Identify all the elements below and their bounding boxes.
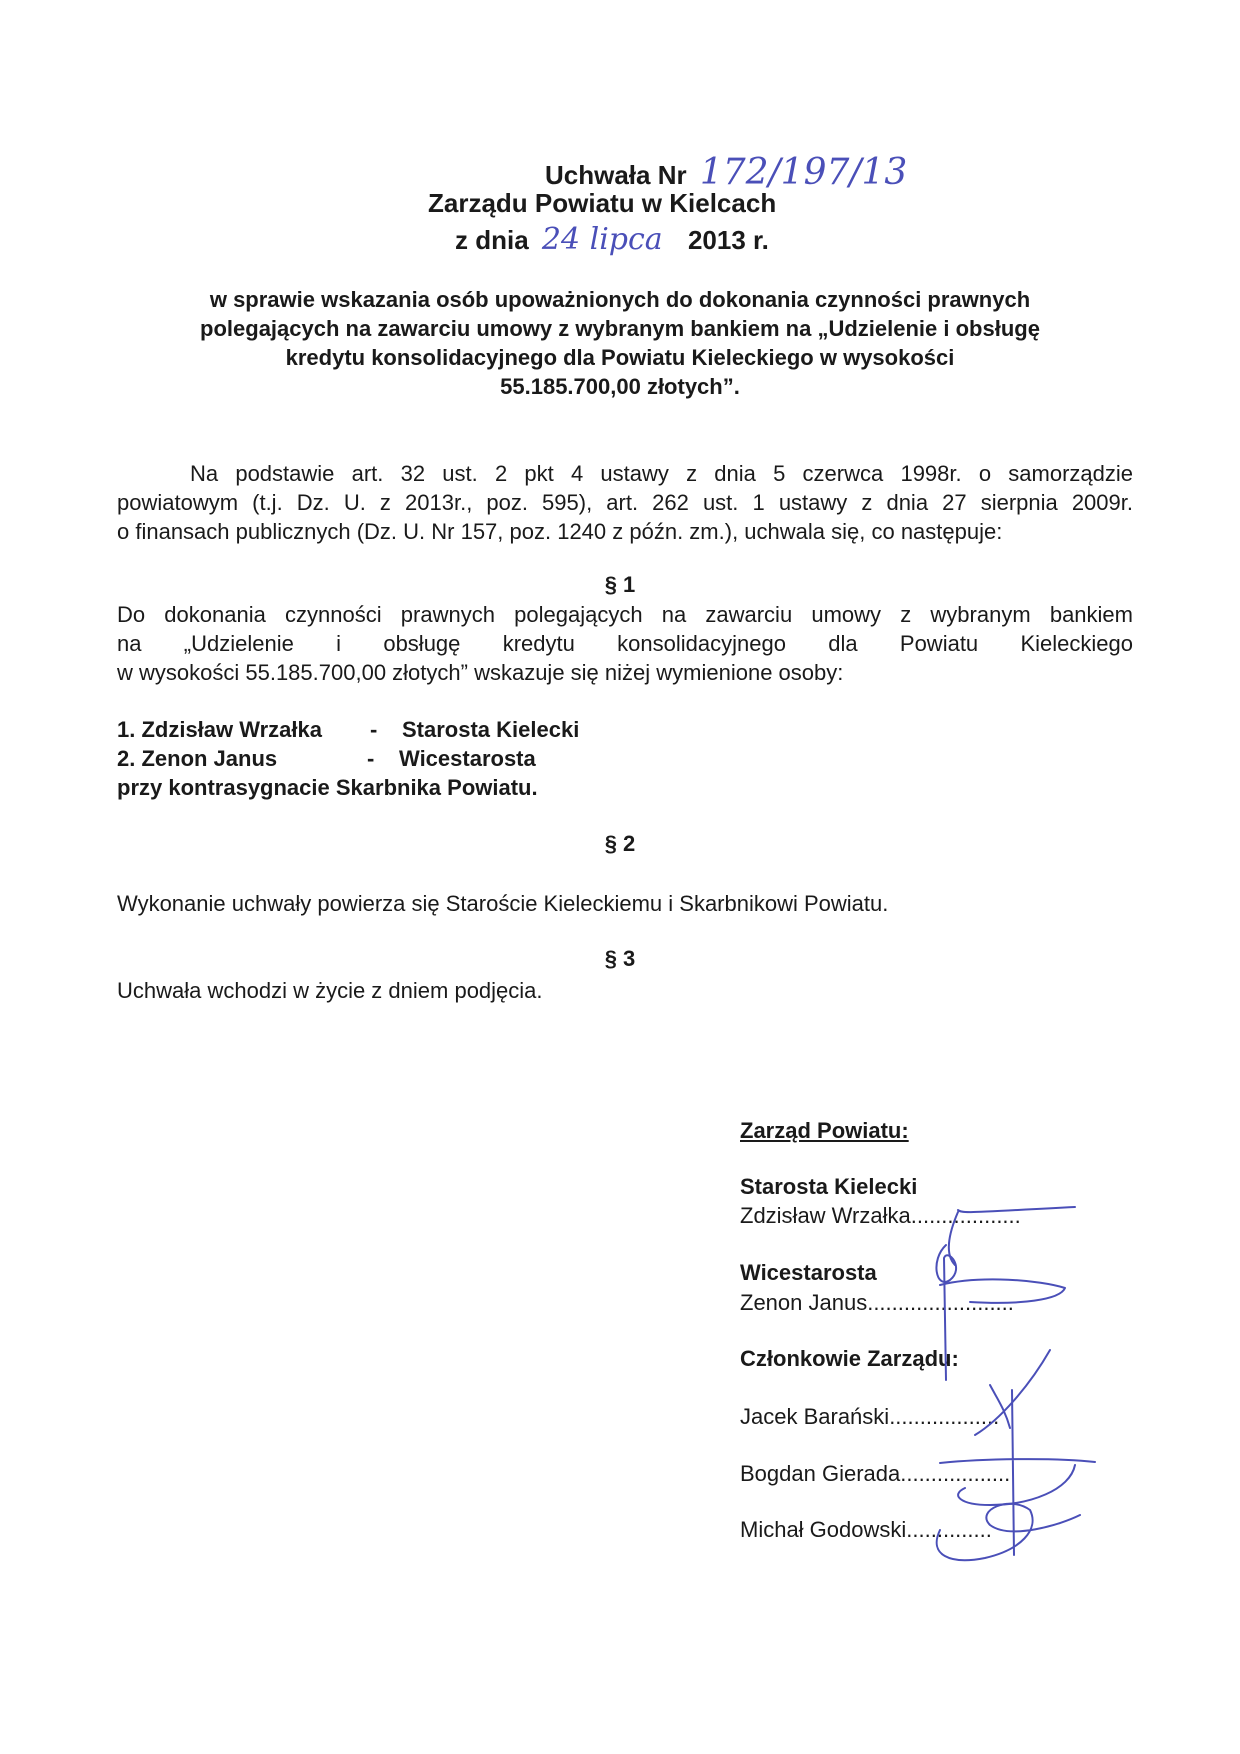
signature-dots: .................. <box>900 1461 1011 1486</box>
person-name: 1. Zdzisław Wrzałka <box>117 717 323 742</box>
preamble-line: powiatowym (t.j. Dz. U. z 2013r., poz. 595), art. 262 ust. 1 ustawy z dnia 27 sierpnia 2009r. <box>117 490 1133 515</box>
authorized-persons-list <box>117 715 817 802</box>
preamble-line: o finansach publicznych (Dz. U. Nr 157, poz. 1240 z późn. zm.), uchwala się, co następuje: <box>117 519 1003 544</box>
person-name: 2. Zenon Janus <box>117 746 278 771</box>
vice-starosta-name: Zenon Janus <box>740 1290 868 1315</box>
subject-line: 55.185.700,00 złotych”. <box>500 374 740 399</box>
vice-starosta-title: Wicestarosta <box>740 1260 877 1285</box>
person-dash: - <box>367 746 375 771</box>
board-name: Zarządu Powiatu w Kielcach <box>428 188 777 218</box>
signature-dots: .................. <box>889 1404 1000 1429</box>
person-dash: - <box>370 717 378 742</box>
subject-line: kredytu konsolidacyjnego dla Powiatu Kieleckiego w wysokości <box>285 345 955 370</box>
countersign-note: przy kontrasygnacie Skarbnika Powiatu. <box>117 775 538 800</box>
section-3-heading: § 3 <box>604 946 636 971</box>
section-1-line: w wysokości 55.185.700,00 złotych” wskazuje się niżej wymienione osoby: <box>117 660 844 685</box>
starosta-signature-line <box>740 1203 1021 1229</box>
starosta-title: Starosta Kielecki <box>740 1174 918 1199</box>
signature-dots: .............. <box>906 1517 992 1542</box>
member-signature-line <box>740 1461 1010 1487</box>
resolution-number-handwritten: 172/197/13 <box>699 152 908 193</box>
resolution-subject <box>120 285 1120 401</box>
person-row <box>117 715 817 744</box>
member-name: Michał Godowski <box>740 1517 907 1542</box>
starosta-name: Zdzisław Wrzałka <box>740 1203 911 1228</box>
subject-line: w sprawie wskazania osób upoważnionych do dokonania czynności prawnych <box>209 287 1031 312</box>
section-2-heading: § 2 <box>604 831 636 856</box>
date-handwritten: 24 lipca <box>541 222 663 257</box>
subject-line: polegających na zawarciu umowy z wybranym bankiem na „Udzielenie i obsługę <box>200 316 1040 341</box>
section-2-text: Wykonanie uchwały powierza się Staroście Kieleckiemu i Skarbnikowi Powiatu. <box>117 891 889 916</box>
section-3-text: Uchwała wchodzi w życie z dniem podjęcia. <box>117 978 543 1003</box>
member-signature-line <box>740 1517 992 1543</box>
section-1-heading: § 1 <box>604 572 636 597</box>
person-role: Wicestarosta <box>399 746 536 771</box>
resolution-number-line <box>545 152 907 193</box>
date-label: z dnia <box>455 225 529 255</box>
date-year: 2013 r. <box>687 225 769 255</box>
signature-dots: ........................ <box>867 1290 1014 1315</box>
section-1-line: na „Udzielenie i obsługę kredytu konsolidacyjnego dla Powiatu Kieleckiego <box>117 631 1133 656</box>
vice-starosta-signature-line <box>740 1290 1014 1316</box>
board-members-title: Członkowie Zarządu: <box>740 1346 959 1371</box>
section-1-text <box>117 600 1133 687</box>
resolution-date-line <box>455 222 769 257</box>
member-signature-line <box>740 1404 999 1430</box>
section-1-line: Do dokonania czynności prawnych polegających na zawarciu umowy z wybranym bankiem <box>117 602 1133 627</box>
preamble-line: Na podstawie art. 32 ust. 2 pkt 4 ustawy z dnia 5 czerwca 1998r. o samorządzie <box>190 461 1133 486</box>
member-name: Bogdan Gierada <box>740 1461 901 1486</box>
member-name: Jacek Barański <box>740 1404 890 1429</box>
signature-dots: .................. <box>910 1203 1021 1228</box>
legal-basis-paragraph <box>117 459 1133 546</box>
board-title: Zarząd Powiatu: <box>740 1118 909 1143</box>
person-row <box>117 744 817 773</box>
resolution-label: Uchwała Nr <box>545 160 687 190</box>
person-role: Starosta Kielecki <box>402 717 580 742</box>
